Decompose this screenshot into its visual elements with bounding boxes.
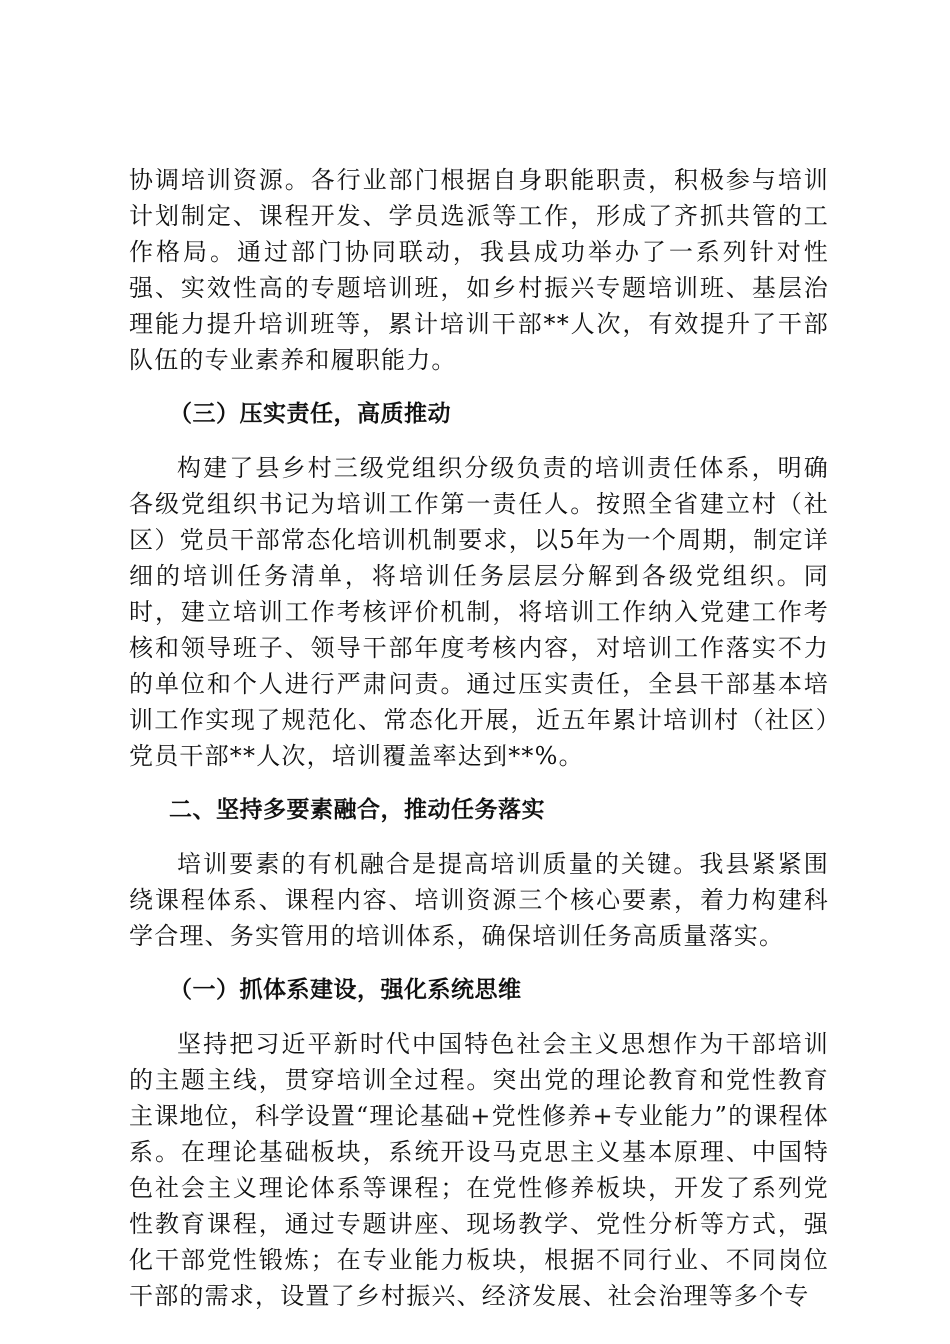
paragraph-responsibility: 构建了县乡村三级党组织分级负责的培训责任体系，明确各级党组织书记为培训工作第一责任人。按照全省建立村（社区）党员干部常态化培训机制要求，以5年为一个周期，制定详细的培训任务清单，将培训任务层层分解到各级党组织。同时，建立培训工作考核评价机制，将培训工作纳入党建工作考核和领导班子、领导干部年度考核内容，对培训工作落实不力的单位和个人进行严肃问责。通过压实责任，全县干部基本培训工作实现了规范化、常态化开展，近五年累计培训村（社区）党员干部**人次，培训覆盖率达到**%。 <box>129 454 829 770</box>
paragraph-system-building: 坚持把习近平新时代中国特色社会主义思想作为干部培训的主题主线，贯穿培训全过程。突出党的理论教育和党性教育主课地位，科学设置“理论基础+党性修养+专业能力”的课程体系。在理论基础板块，系统开设马克思主义基本原理、中国特色社会主义理论体系等课程；在党性修养板块，开发了系列党性教育课程，通过专题讲座、现场教学、党性分析等方式，强化干部党性锻炼；在专业能力板块，根据不同行业、不同岗位干部的需求，设置了乡村振兴、经济发展、社会治理等多个专 <box>129 1030 829 1310</box>
paragraph-coordination: 协调培训资源。各行业部门根据自身职能职责，积极参与培训计划制定、课程开发、学员选派等工作，形成了齐抓共管的工作格局。通过部门协同联动，我县成功举办了一系列针对性强、实效性高的专题培训班，如乡村振兴专题培训班、基层治理能力提升培训班等，累计培训干部**人次，有效提升了干部队伍的专业素养和履职能力。 <box>129 166 829 374</box>
paragraph-integration-intro: 培训要素的有机融合是提高培训质量的关键。我县紧紧围绕课程体系、课程内容、培训资源三个核心要素，着力构建科学合理、务实管用的培训体系，确保培训任务高质量落实。 <box>129 850 829 950</box>
heading-section-3-responsibility: （三）压实责任，高质推动 <box>169 401 451 427</box>
heading-section-1-system: （一）抓体系建设，强化系统思维 <box>169 977 522 1003</box>
heading-part-2-integration: 二、坚持多要素融合，推动任务落实 <box>169 797 545 823</box>
document-body <box>129 162 829 1314</box>
